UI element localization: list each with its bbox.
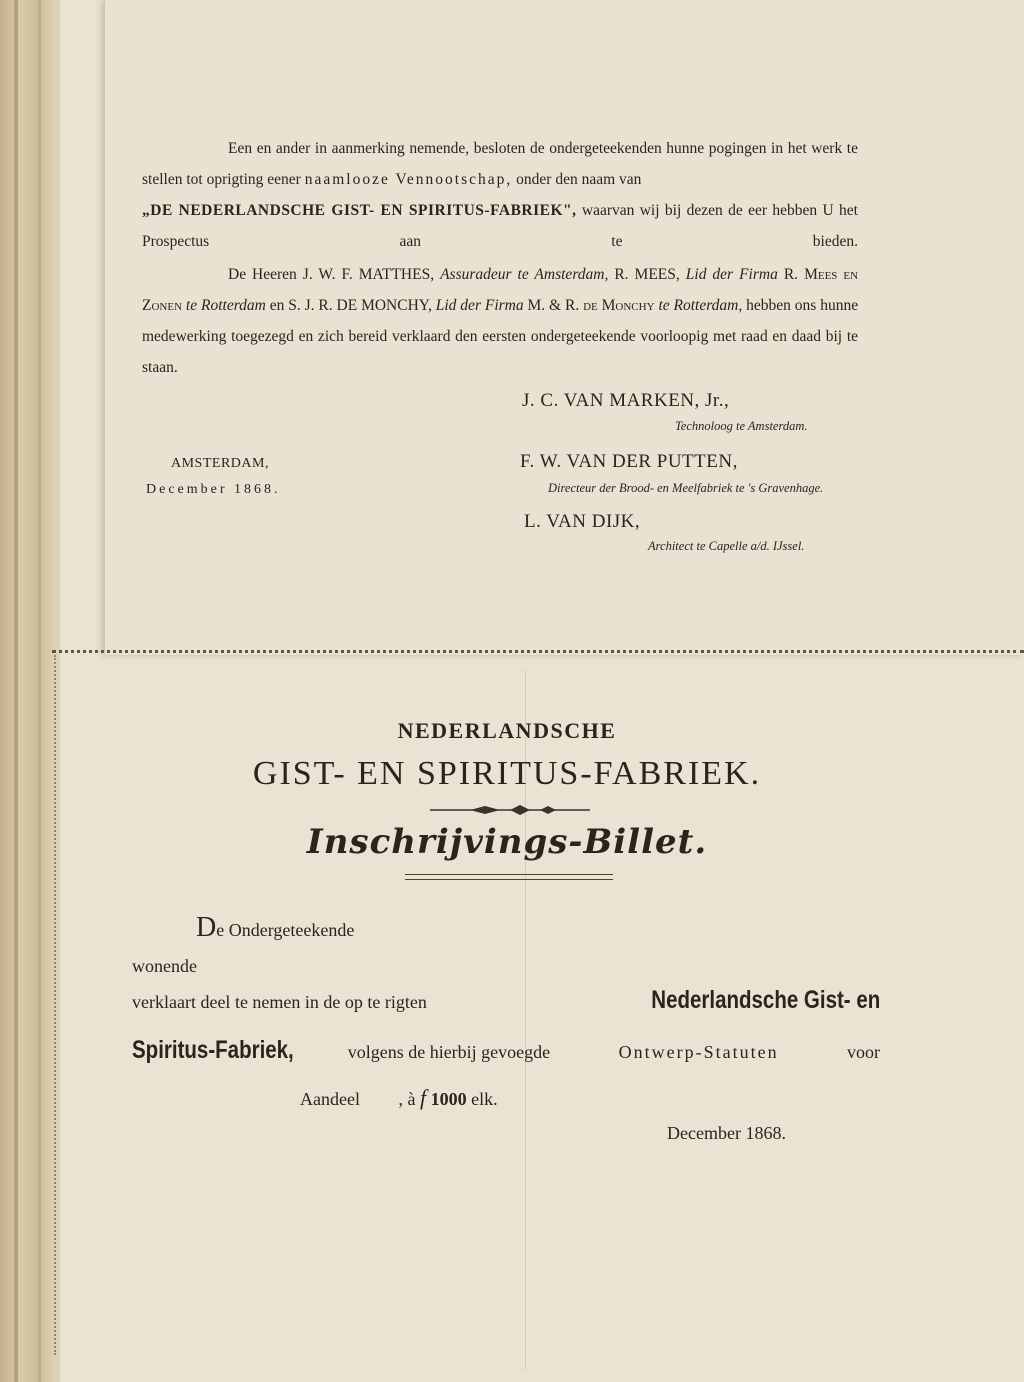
signatory-role: Directeur der Brood- en Meelfabriek te 's Gravenhage. bbox=[548, 481, 824, 495]
letter-paragraph-2 bbox=[142, 259, 858, 414]
p2-smallcaps: de Monchy bbox=[583, 297, 655, 314]
form-text: verklaart deel te nemen in de op te rigten bbox=[132, 992, 427, 1012]
double-rule bbox=[405, 874, 613, 880]
page-edge bbox=[38, 0, 41, 1382]
p2-text: De Heeren J. W. F. MATTHES, bbox=[228, 266, 435, 283]
form-line-2: wonende bbox=[132, 956, 197, 976]
signatory-role: Architect te Capelle a/d. IJssel. bbox=[648, 539, 805, 553]
form-spaced-text: Ontwerp-Statuten bbox=[618, 1042, 779, 1062]
signatory-name: J. C. VAN MARKEN, Jr., bbox=[522, 390, 730, 411]
p1-spaced-text: naamlooze Vennootschap, bbox=[304, 171, 513, 188]
p1-text: waarvan wij bij dezen de eer hebben U het Prospectus aan te bieden. bbox=[142, 202, 858, 250]
p2-text: M. & R. bbox=[527, 297, 580, 314]
form-title-gothic: Inschrijvings-Billet. bbox=[306, 822, 708, 862]
p2-italic: te Rotterdam bbox=[185, 297, 266, 314]
share-amount: 1000 bbox=[430, 1089, 467, 1109]
company-name: „DE NEDERLANDSCHE GIST- EN SPIRITUS-FABRIEK", bbox=[142, 202, 577, 219]
p2-text: en S. J. R. DE MONCHY, bbox=[269, 297, 432, 314]
form-line-5 bbox=[300, 1085, 498, 1111]
form-line-3 bbox=[132, 986, 880, 1015]
signatory-role: Technoloog te Amsterdam. bbox=[675, 419, 808, 433]
company-name-form: Nederlandsche Gist- en bbox=[651, 986, 880, 1014]
p2-text: hebben ons hunne medewerking toegezegd en zich bereid verklaard den eersten ondergeteekende voorloopig met raad en daad bij te staan. bbox=[142, 297, 859, 376]
form-text: e Ondergeteekende bbox=[216, 920, 355, 940]
form-text: volgens de hierbij gevoegde bbox=[347, 1042, 551, 1062]
form-text: voor bbox=[847, 1042, 880, 1062]
form-text: Aandeel bbox=[300, 1089, 360, 1109]
drop-cap: D bbox=[196, 912, 217, 943]
p2-text: R. MEES, bbox=[614, 266, 680, 283]
p1-text: onder den naam van bbox=[516, 171, 642, 188]
p2-italic: te Rotterdam, bbox=[658, 297, 743, 314]
form-title-small: NEDERLANDSCHE bbox=[397, 718, 617, 743]
company-name-form: Spiritus-Fabriek, bbox=[132, 1036, 294, 1064]
ornament-divider bbox=[430, 804, 590, 816]
letter-date: December 1868. bbox=[146, 482, 281, 497]
p2-text: R. bbox=[783, 266, 799, 283]
page-edge bbox=[14, 0, 18, 1382]
p2-smallcaps: Mees en Zonen bbox=[142, 266, 859, 314]
form-line-4 bbox=[132, 1036, 880, 1065]
form-title-big: GIST- EN SPIRITUS-FABRIEK. bbox=[252, 755, 762, 792]
form-text: elk. bbox=[471, 1089, 498, 1109]
p2-italic: Lid der Firma bbox=[685, 266, 778, 283]
form-date: December 1868. bbox=[667, 1123, 786, 1143]
signatory-name: L. VAN DIJK, bbox=[524, 511, 641, 532]
form-line-1 bbox=[196, 912, 354, 944]
form-text: , à bbox=[398, 1089, 416, 1109]
florin-sign: f bbox=[419, 1085, 427, 1110]
p2-italic: Lid der Firma bbox=[435, 297, 524, 314]
signatory-name: F. W. VAN DER PUTTEN, bbox=[520, 451, 738, 472]
p2-italic: Assuradeur te Amsterdam, bbox=[440, 266, 609, 283]
letter-place: AMSTERDAM, bbox=[171, 456, 269, 471]
p1-text: Een en ander in aanmerking nemende, besloten de ondergeteekenden hunne pogingen in het werk te stellen tot oprigting eener bbox=[142, 140, 858, 188]
perforation-line bbox=[52, 650, 1024, 653]
